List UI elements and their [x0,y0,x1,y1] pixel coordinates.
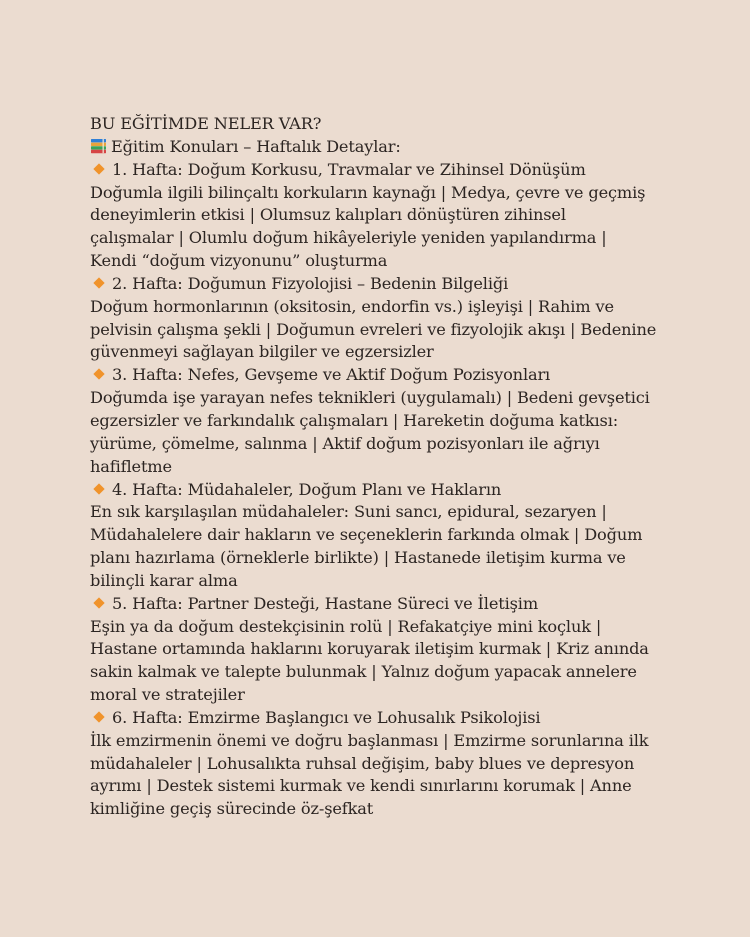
week-detail-line: Hastane ortamında haklarını koruyarak iletişim kurmak | Kriz anında [90,639,649,659]
week-heading [90,364,670,387]
week-detail-line: Kendi “doğum vizyonunu” oluşturma [90,251,388,271]
week-heading-text: 2. Hafta: Doğumun Fizyolojisi – Bedenin Bilgeliği [112,273,509,293]
week-detail-line: hafifletme [90,456,172,476]
week-heading-text: 3. Hafta: Nefes, Gevşeme ve Aktif Doğum Pozisyonları [112,365,551,385]
subtitle-line [90,136,670,159]
week-detail-line: deneyimlerin etkisi | Olumsuz kalıpları dönüştüren zihinsel [90,205,566,225]
week-detail-line: egzersizler ve farkındalık çalışmaları | Hareketin doğuma katkısı: [90,410,619,430]
books-icon [90,138,107,154]
orange-diamond-icon [93,369,104,380]
week-detail-line: müdahaleler | Lohusalıkta ruhsal değişim, baby blues ve depresyon [90,753,635,773]
week-detail-line: İlk emzirmenin önemi ve doğru başlanması | Emzirme sorunlarına ilk [90,730,649,750]
page-title: BU EĞİTİMDE NELER VAR? [90,114,322,133]
orange-diamond-icon [93,277,104,288]
week-heading [90,593,670,616]
week-detail-line: Doğum hormonlarının (oksitosin, endorfin vs.) işleyişi | Rahim ve [90,296,614,316]
week-detail-line: güvenmeyi sağlayan bilgiler ve egzersizler [90,342,434,362]
week-detail-line: Müdahalelere dair hakların ve seçeneklerin farkında olmak | Doğum [90,525,643,545]
weeks-list [90,159,670,821]
week-heading [90,479,670,502]
week-heading-text: 4. Hafta: Müdahaleler, Doğum Planı ve Hakların [112,479,502,499]
orange-diamond-icon [93,483,104,494]
week-heading-text: 5. Hafta: Partner Desteği, Hastane Süreci ve İletişim [112,593,539,613]
week-detail-line: Eşin ya da doğum destekçisinin rolü | Refakatçiye mini koçluk | [90,616,602,636]
week-detail-line: ayrımı | Destek sistemi kurmak ve kendi sınırlarını korumak | Anne [90,776,632,796]
week-detail-line: Doğumla ilgili bilinçaltı korkuların kaynağı | Medya, çevre ve geçmiş [90,182,646,202]
week-detail-line: bilinçli karar alma [90,570,238,590]
orange-diamond-icon [93,597,104,608]
week-detail-line: En sık karşılaşılan müdahaleler: Suni sancı, epidural, sezaryen | [90,502,607,522]
week-detail-line: yürüme, çömelme, salınma | Aktif doğum pozisyonları ile ağrıyı [90,433,600,453]
orange-diamond-icon [93,711,104,722]
week-detail-line: pelvisin çalışma şekli | Doğumun evreleri ve fizyolojik akışı | Bedenine [90,319,657,339]
week-detail-line: çalışmalar | Olumlu doğum hikâyeleriyle yeniden yapılandırma | [90,228,607,248]
orange-diamond-icon [93,163,104,174]
week-heading-text: 6. Hafta: Emzirme Başlangıcı ve Lohusalık Psikolojisi [112,707,541,727]
week-detail-line: sakin kalmak ve talepte bulunmak | Yalnız doğum yapacak annelere [90,662,637,682]
subtitle: Eğitim Konuları – Haftalık Detaylar: [111,136,401,156]
week-detail-line: Doğumda işe yarayan nefes teknikleri (uygulamalı) | Bedeni gevşetici [90,388,650,408]
training-content [90,113,670,821]
week-heading-text: 1. Hafta: Doğum Korkusu, Travmalar ve Zihinsel Dönüşüm [112,159,586,179]
week-detail-line: planı hazırlama (örneklerle birlikte) | Hastanede iletişim kurma ve [90,548,626,568]
week-heading [90,273,670,296]
week-detail-line: moral ve stratejiler [90,685,245,705]
week-detail-line: kimliğine geçiş sürecinde öz-şefkat [90,799,374,819]
week-heading [90,159,670,182]
week-heading [90,707,670,730]
